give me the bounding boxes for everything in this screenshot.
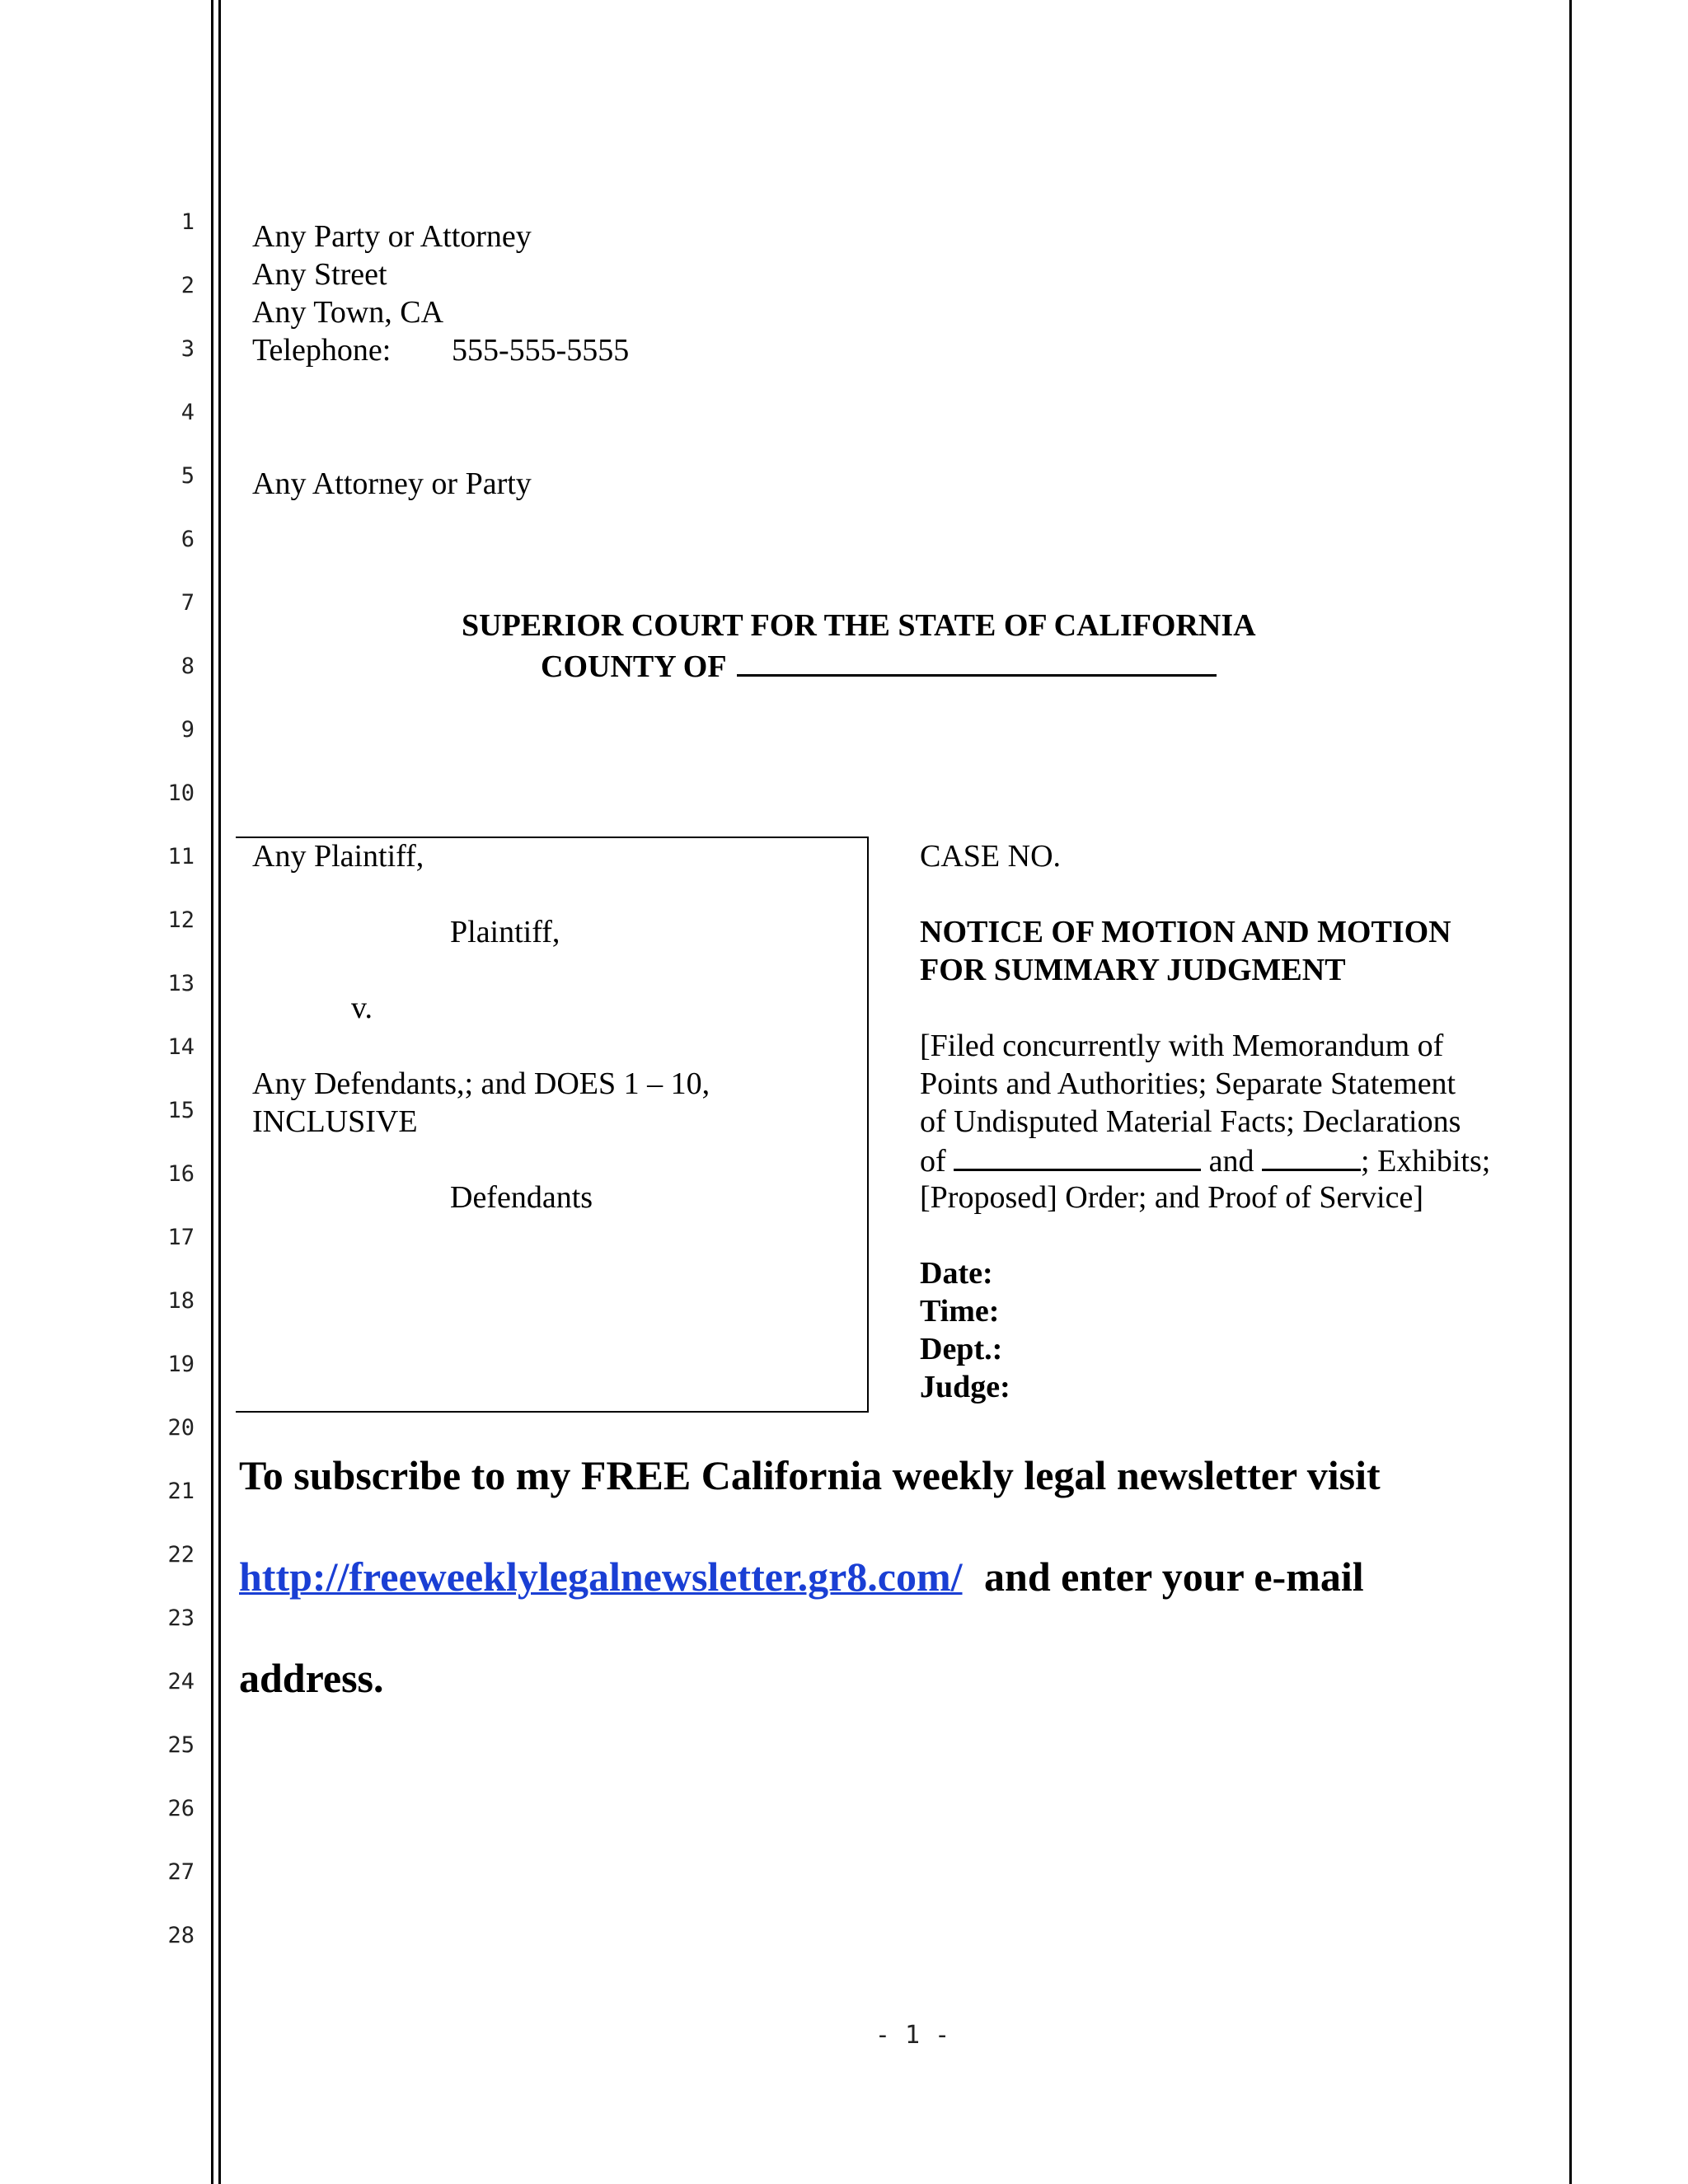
- line-number: 14: [167, 1034, 195, 1060]
- judge-label: Judge:: [920, 1370, 1010, 1404]
- date-label: Date:: [920, 1256, 993, 1291]
- line-number: 3: [181, 336, 195, 362]
- filed-line3: of Undisputed Material Facts; Declarations: [920, 1104, 1461, 1139]
- right-margin-rule: [1569, 0, 1572, 2184]
- line-number: 18: [167, 1288, 195, 1314]
- line-number: 22: [167, 1542, 195, 1568]
- filed-line2: Points and Authorities; Separate Statement: [920, 1066, 1456, 1101]
- defendants-role: Defendants: [450, 1180, 593, 1215]
- line-number: 7: [181, 590, 195, 616]
- newsletter-line3: address.: [239, 1655, 384, 1701]
- declarant-blank-1: [954, 1141, 1201, 1171]
- plaintiff-role: Plaintiff,: [450, 915, 560, 949]
- line-number: 25: [167, 1732, 195, 1758]
- line-number: 24: [167, 1669, 195, 1694]
- county-line: [541, 644, 1217, 686]
- line-number: 21: [167, 1479, 195, 1504]
- line-number: 27: [167, 1859, 195, 1885]
- court-title: SUPERIOR COURT FOR THE STATE OF CALIFORNIA: [462, 608, 1256, 643]
- line-number: 8: [181, 654, 195, 679]
- line-number: 6: [181, 527, 195, 552]
- time-label: Time:: [920, 1294, 1000, 1329]
- defendants-line2: INCLUSIVE: [252, 1104, 418, 1139]
- left-margin-rule-outer: [211, 0, 213, 2184]
- line-number: 15: [167, 1098, 195, 1123]
- filed-line5: [Proposed] Order; and Proof of Service]: [920, 1180, 1423, 1215]
- telephone-label: Telephone:: [252, 333, 392, 368]
- defendants-line1: Any Defendants,; and DOES 1 – 10,: [252, 1066, 710, 1101]
- county-blank: [737, 644, 1217, 677]
- line-number: 10: [167, 780, 195, 806]
- filed-line4: [920, 1141, 1490, 1180]
- attorney-for: Any Attorney or Party: [252, 466, 532, 501]
- document-title-line2: FOR SUMMARY JUDGMENT: [920, 953, 1346, 987]
- left-margin-rule-inner: [218, 0, 221, 2184]
- dept-label: Dept.:: [920, 1332, 1003, 1366]
- line-number: 2: [181, 273, 195, 298]
- line-number: 1: [181, 209, 195, 235]
- line-number: 12: [167, 907, 195, 933]
- line-number: 20: [167, 1415, 195, 1441]
- newsletter-line2-rest: and enter your e-mail: [984, 1554, 1364, 1600]
- newsletter-line2: [239, 1552, 1364, 1601]
- filed-line4-exhibits: ; Exhibits;: [1361, 1144, 1491, 1179]
- filed-line4-and: and: [1208, 1144, 1254, 1179]
- line-number: 26: [167, 1796, 195, 1821]
- line-number: 28: [167, 1923, 195, 1948]
- filed-line4-of: of: [920, 1144, 946, 1179]
- filed-line1: [Filed concurrently with Memorandum of: [920, 1029, 1444, 1063]
- line-number: 4: [181, 400, 195, 425]
- line-number: 19: [167, 1352, 195, 1377]
- case-number-label: CASE NO.: [920, 839, 1062, 874]
- line-number: 11: [167, 844, 195, 869]
- line-number: 16: [167, 1161, 195, 1187]
- plaintiff-name: Any Plaintiff,: [252, 839, 424, 874]
- attorney-name: Any Party or Attorney: [252, 219, 532, 254]
- newsletter-line1: To subscribe to my FREE California weekly legal newsletter visit: [239, 1452, 1381, 1498]
- newsletter-link[interactable]: http://freeweeklylegalnewsletter.gr8.com/: [239, 1554, 963, 1600]
- line-number: 5: [181, 463, 195, 489]
- line-number: 13: [167, 971, 195, 996]
- line-number: 17: [167, 1225, 195, 1250]
- document-title-line1: NOTICE OF MOTION AND MOTION: [920, 915, 1451, 949]
- declarant-blank-2: [1262, 1141, 1361, 1171]
- telephone-number: 555-555-5555: [452, 333, 630, 368]
- versus: v.: [351, 991, 373, 1025]
- attorney-city: Any Town, CA: [252, 295, 444, 330]
- attorney-street: Any Street: [252, 257, 387, 292]
- line-number: 9: [181, 717, 195, 743]
- county-label: COUNTY OF: [541, 649, 726, 684]
- page-number: - 1 -: [874, 2021, 950, 2050]
- line-number: 23: [167, 1605, 195, 1631]
